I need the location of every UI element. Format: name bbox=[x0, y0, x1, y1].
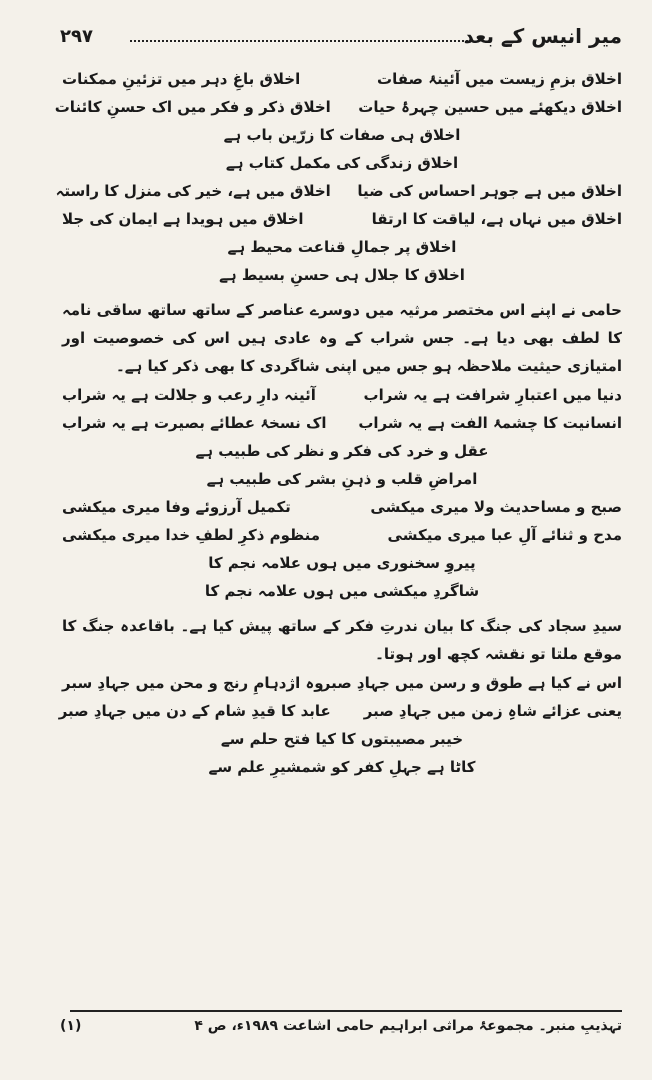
page-content bbox=[54, 70, 622, 786]
verse-center: اخلاق کا جلال ہی حسنِ بسیط ہے bbox=[219, 266, 465, 284]
verse-center: خیبر مصیبتوں کا کیا فتح حلم سے bbox=[220, 730, 464, 748]
verse-couplet bbox=[54, 98, 622, 126]
verse-center: اخلاق زندگی کی مکمل کتاب ہے bbox=[225, 154, 459, 172]
verse-couplet bbox=[62, 70, 622, 98]
verse-right: اخلاق بزمِ زیست میں آئینۂ صفات bbox=[377, 70, 622, 88]
verse-right: مدح و ثنائے آلِ عبا میری میکشی bbox=[387, 526, 622, 544]
verse-right: دنیا میں اعتبارِ شرافت ہے یہ شراب bbox=[363, 386, 622, 404]
verse-couplet bbox=[55, 182, 622, 210]
verse-left: وہ اژدہامِ رنج و محن میں جہادِ سبر bbox=[62, 674, 324, 692]
verse-left: آئینہ دارِ رعب و جلالت ہے یہ شراب bbox=[62, 386, 316, 404]
footnote-text: تہذیبِ منبر۔ مجموعۂ مراثی ابراہیم حامی اشاعت ۱۹۸۹ء، ص ۴ bbox=[194, 1018, 622, 1034]
verse-right: اخلاق میں ہے جوہر احساس کی ضیا bbox=[357, 182, 622, 200]
verse-left: اخلاق میں ہے، خیر کی منزل کا راستہ bbox=[55, 182, 331, 200]
verse-couplet bbox=[62, 414, 622, 442]
verse-couplet bbox=[62, 674, 622, 702]
footnote-rule bbox=[70, 1010, 622, 1012]
running-title: میر انیس کے بعد bbox=[463, 24, 622, 48]
verse-right: یعنی عزائے شاہِ زمن میں جہادِ صبر bbox=[363, 702, 622, 720]
verse-center: شاگردِ میکشی میں ہوں علامہ نجم کا bbox=[204, 582, 480, 600]
verse-left: عابد کا قیدِ شام کے دن میں جہادِ صبر bbox=[58, 702, 331, 720]
footnote-number: (۱) bbox=[60, 1018, 82, 1034]
footnote bbox=[60, 1018, 622, 1034]
verse-center: اخلاق ہی صفات کا زرّین باب ہے bbox=[223, 126, 461, 144]
prose-paragraph: سیدِ سجاد کی جنگ کا بیان ندرتِ فکر کے ساتھ پیش کیا ہے۔ باقاعدہ جنگ کا موقع ملتا تو نقشہ کچھ اور ہوتا۔ bbox=[62, 617, 622, 663]
verse-left: اخلاق میں ہویدا ہے ایمان کی جلا bbox=[62, 210, 304, 228]
verse-right: اس نے کیا ہے طوق و رسن میں جہادِ صبر bbox=[321, 674, 622, 692]
verse-left: منظوم ذکرِ لطفِ خدا میری میکشی bbox=[62, 526, 321, 544]
verse-left: اخلاق ذکر و فکر میں اک حسنِ کائنات bbox=[54, 98, 331, 116]
verse-couplet bbox=[62, 386, 622, 414]
verse-couplet bbox=[58, 702, 622, 730]
verse-right: اخلاق میں نہاں ہے، لیاقت کا ارتقا bbox=[371, 210, 622, 228]
verse-right: صبح و مساحدیث ولا میری میکشی bbox=[370, 498, 622, 516]
verse-center: عقل و خرد کی فکر و نظر کی طبیب ہے bbox=[195, 442, 489, 460]
verse-center: پیروِ سخنوری میں ہوں علامہ نجم کا bbox=[208, 554, 476, 572]
header-dotted-rule bbox=[130, 40, 472, 42]
verse-center: امراضِ قلب و ذہنِ بشر کی طبیب ہے bbox=[206, 470, 478, 488]
page-number: ۲۹۷ bbox=[60, 26, 93, 47]
verse-center: کاٹا ہے جہلِ کفر کو شمشیرِ علم سے bbox=[208, 758, 476, 776]
verse-couplet bbox=[62, 210, 622, 238]
prose-paragraph: حامی نے اپنے اس مختصر مرثیہ میں دوسرے عناصر کے ساتھ ساتھ ساقی نامہ کا لطف بھی دیا ہے۔ جس شراب کے وہ عادی ہیں اس کی خصوصیت اور امتیازی حیثیت ملاحظہ ہو جس میں اپنی شاگردی کا بھی ذکر کیا ہے۔ bbox=[62, 301, 622, 375]
page-header bbox=[60, 24, 622, 54]
verse-couplet bbox=[62, 498, 622, 526]
verse-left: اک نسخۂ عطائے بصیرت ہے یہ شراب bbox=[62, 414, 327, 432]
verse-left: تکمیل آرزوئے وفا میری میکشی bbox=[62, 498, 291, 516]
verse-couplet bbox=[62, 526, 622, 554]
verse-left: اخلاق باغِ دہر میں تزئینِ ممکنات bbox=[62, 70, 301, 88]
verse-right: انسانیت کا چشمۂ الفت ہے یہ شراب bbox=[358, 414, 622, 432]
verse-right: اخلاق دیکھئے میں حسین چہرۂ حیات bbox=[358, 98, 622, 116]
verse-center: اخلاق پر جمالِ قناعت محیط ہے bbox=[227, 238, 457, 256]
